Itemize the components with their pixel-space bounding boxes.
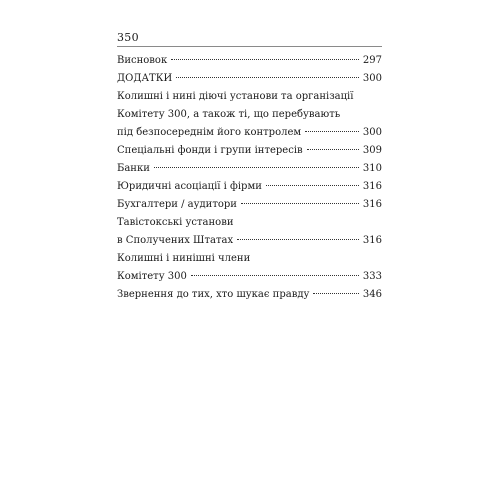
toc-entry-banks <box>117 160 382 178</box>
toc-entry-legal-associations <box>117 178 382 196</box>
page-number: 350 <box>117 31 139 44</box>
toc-entry-members <box>117 268 382 286</box>
toc-entry-appeal <box>117 286 382 304</box>
toc-entry-title-line: Колишні і нинішні члени <box>117 253 251 264</box>
dot-leader <box>307 149 359 150</box>
toc-entry-page: 310 <box>362 163 382 174</box>
toc-entry-title-line: Колишні і нині діючі установи та організації <box>117 91 354 102</box>
toc-entry-page: 316 <box>362 181 382 192</box>
toc-entry-page: 346 <box>362 289 382 300</box>
toc-entry-title: Висновок <box>117 55 168 66</box>
toc-entry-title-line: в Сполучених Штатах <box>117 235 234 246</box>
toc-entry-title: Банки <box>117 163 150 174</box>
dot-leader <box>305 131 359 132</box>
toc-entry-title-line: під безпосереднім його контролем <box>117 127 302 138</box>
dot-leader <box>154 167 359 168</box>
toc-entry-page: 316 <box>362 235 382 246</box>
toc-entry-title: Спеціальні фонди і групи інтересів <box>117 145 303 156</box>
dot-leader <box>171 59 359 60</box>
toc-entry-page: 300 <box>362 127 382 138</box>
header-rule <box>117 46 382 47</box>
toc-entry-accountants <box>117 196 382 214</box>
dot-leader <box>313 293 359 294</box>
toc-entry-title: Юридичні асоціації і фірми <box>117 181 262 192</box>
table-of-contents <box>117 52 382 304</box>
toc-entry-title: ДОДАТКИ <box>117 73 173 84</box>
toc-entry-institutions <box>117 124 382 142</box>
toc-entry-page: 309 <box>362 145 382 156</box>
dot-leader <box>237 239 359 240</box>
toc-entry-tavistock <box>117 232 382 250</box>
dot-leader <box>241 203 359 204</box>
toc-entry-title: Звернення до тих, хто шукає правду <box>117 289 310 300</box>
toc-entry-special-funds <box>117 142 382 160</box>
toc-entry-conclusion <box>117 52 382 70</box>
toc-entry-page: 333 <box>362 271 382 282</box>
dot-leader <box>191 275 359 276</box>
toc-entry-page: 316 <box>362 199 382 210</box>
toc-entry-title-line: Тавістокські установи <box>117 217 234 228</box>
toc-entry-title-line: Комітету 300 <box>117 271 187 282</box>
toc-entry-page: 297 <box>362 55 382 66</box>
toc-entry-title: Бухгалтери / аудитори <box>117 199 237 210</box>
toc-entry-appendices <box>117 70 382 88</box>
toc-entry-title-line: Комітету 300, а також ті, що перебувають <box>117 109 341 120</box>
dot-leader <box>266 185 359 186</box>
dot-leader <box>176 77 359 78</box>
toc-entry-page: 300 <box>362 73 382 84</box>
